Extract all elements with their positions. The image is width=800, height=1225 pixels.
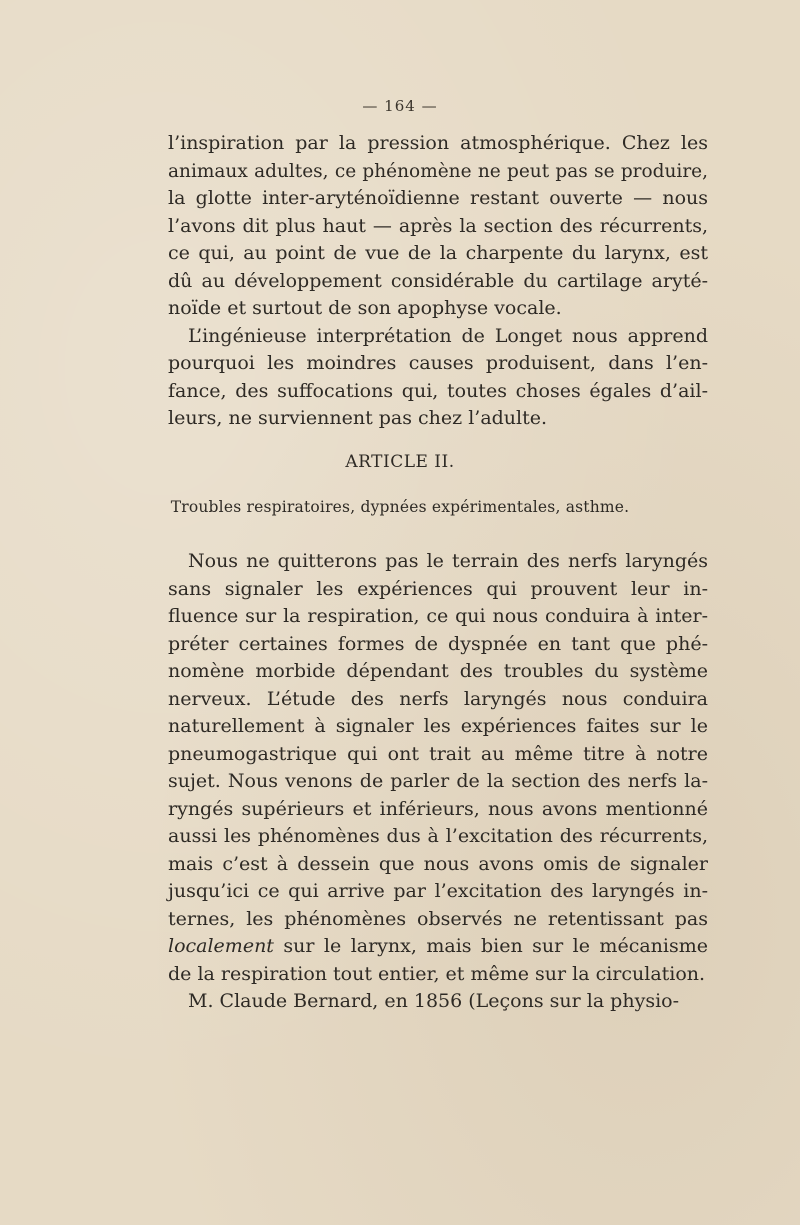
- text-line: sujet. Nous venons de parler de la section des nerfs la-: [168, 770, 708, 792]
- text-line: mais c’est à dessein que nous avons omis de signaler: [168, 852, 708, 875]
- text-line: aussi les phénomènes dus à l’excitation des récurrents,: [168, 825, 708, 847]
- article-title: ARTICLE II.: [345, 452, 455, 472]
- text-line: préter certaines formes de dyspnée en tant que phé-: [168, 632, 708, 655]
- text-line: sans signaler les expériences qui prouvent leur in-: [168, 577, 708, 600]
- text-line: la glotte inter-aryténoïdienne restant ouverte — nous: [168, 187, 708, 209]
- text-line: pneumogastrique qui ont trait au même titre à notre: [168, 742, 708, 765]
- text-line: naturellement à signaler les expériences faites sur le: [168, 715, 708, 737]
- text-line: L’ingénieuse interprétation de Longet nous apprend: [188, 324, 708, 347]
- text-line: jusqu’ici ce qui arrive par l’excitation des laryngés in-: [168, 880, 708, 902]
- text-line: ce qui, au point de vue de la charpente du larynx, est: [168, 242, 708, 264]
- text-line: fluence sur la respiration, ce qui nous conduira à inter-: [168, 605, 708, 627]
- text-block-bottom: [168, 548, 708, 1016]
- text-line: pourquoi les moindres causes produisent, dans l’en-: [168, 352, 708, 374]
- text-line: nomène morbide dépendant des troubles du système: [168, 660, 708, 682]
- text-line: dû au développement considérable du cartilage aryté-: [168, 269, 708, 292]
- italic-word: localement: [168, 935, 274, 957]
- text-fragment: sur le larynx, mais bien sur le mécanisme: [273, 935, 708, 957]
- text-line: ryngés supérieurs et inférieurs, nous avons mentionné: [168, 797, 708, 820]
- text-line: l’inspiration par la pression atmosphérique. Chez les: [168, 132, 708, 154]
- text-line: Nous ne quitterons pas le terrain des nerfs laryngés: [188, 550, 708, 572]
- text-line: l’avons dit plus haut — après la section des récurrents,: [168, 214, 708, 237]
- text-line: ternes, les phénomènes observés ne retentissant pas: [168, 907, 708, 930]
- text-line: nerveux. L’étude des nerfs laryngés nous conduira: [168, 687, 708, 710]
- text-line: leurs, ne surviennent pas chez l’adulte.: [168, 407, 548, 429]
- text-line: animaux adultes, ce phénomène ne peut pas se produire,: [168, 160, 708, 182]
- text-line: M. Claude Bernard, en 1856 (Leçons sur la physio-: [188, 990, 680, 1012]
- text-line: de la respiration tout entier, et même sur la circulation.: [168, 962, 706, 985]
- article-subtitle: Troubles respiratoires, dypnées expérimentales, asthme.: [170, 498, 630, 516]
- text-line: fance, des suffocations qui, toutes choses égales d’ail-: [168, 379, 708, 402]
- text-line: [168, 933, 708, 961]
- text-block-top: [168, 130, 708, 433]
- text-line: noïde et surtout de son apophyse vocale.: [168, 297, 562, 319]
- page-number: — 164 —: [362, 97, 438, 115]
